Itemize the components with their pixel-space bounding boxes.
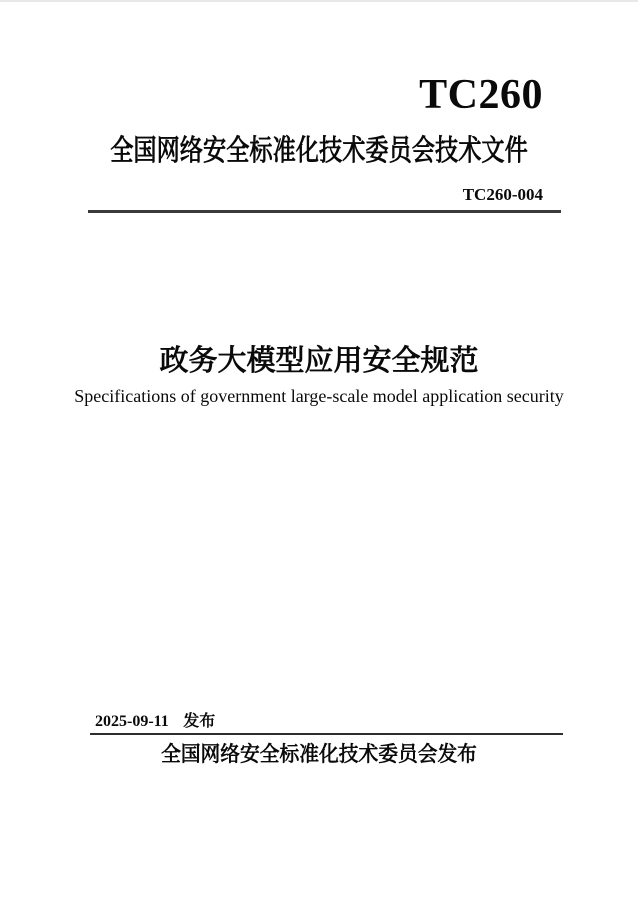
org-title-text: 全国网络安全标准化技术委员会技术文件 <box>110 135 528 167</box>
release-date: 2025-09-11 <box>95 713 169 730</box>
doc-number: TC260-004 <box>462 185 543 204</box>
header-rule <box>88 210 561 213</box>
page-top-edge <box>0 0 638 2</box>
document-title-en: Specifications of government large-scale model application security <box>74 386 564 406</box>
org-code: TC260 <box>419 72 543 118</box>
publisher-line <box>0 742 638 767</box>
footer-rule <box>90 733 563 735</box>
org-title <box>0 136 638 166</box>
publisher-text: 全国网络安全标准化技术委员会发布 <box>161 743 477 766</box>
release-row <box>95 712 215 731</box>
document-title-zh: 政务大模型应用安全规范 <box>159 345 479 377</box>
release-label: 发布 <box>183 713 216 730</box>
